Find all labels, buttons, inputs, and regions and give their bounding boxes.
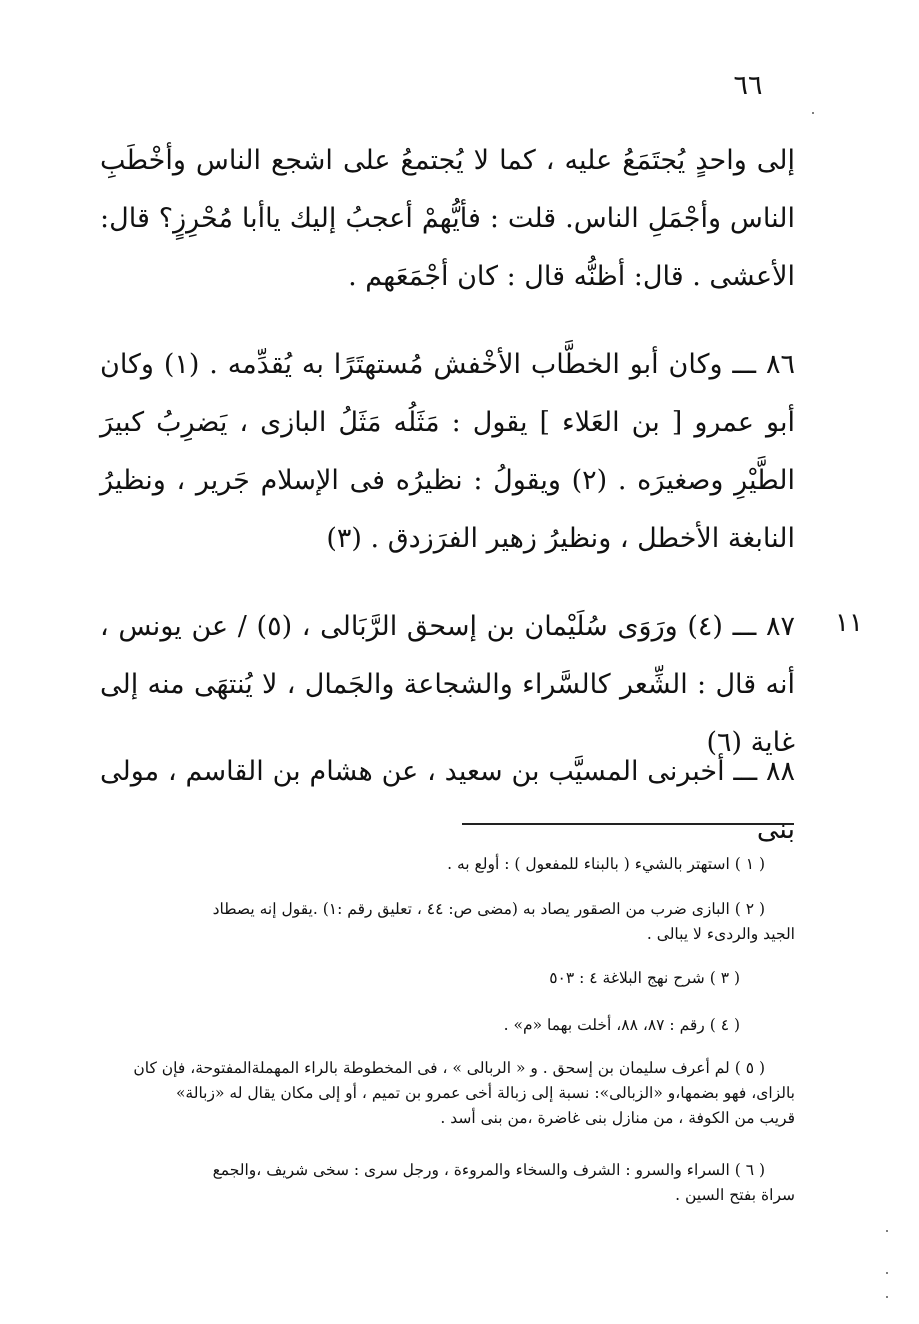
footnote-line: ( ٢ ) البازى ضرب من الصقور يصاد به (مضى ص: ٤٤ ، تعليق رقم :١) .يقول إنه يصطاد bbox=[212, 900, 765, 918]
footnote-line: قريب من الكوفة ، من منازل بنى غاضرة ،من بنى أسد . bbox=[440, 1109, 795, 1127]
footnote-line: الجيد والردىء لا يبالى . bbox=[646, 925, 795, 943]
footnote-6 bbox=[100, 1158, 795, 1208]
footnote-line: بالزاى، فهو بضمها،و «الزبالى»: نسبة إلى زبالة أخى عمرو بن تميم ، أو إلى مكان يقال له «زبالة» bbox=[175, 1084, 795, 1102]
paragraph-88: ٨٨ ـــ أخبرنى المسيَّب بن سعيد ، عن هشام بن القاسم ، مولى بنى bbox=[100, 756, 795, 845]
footnote-line: سراة بفتح السين . bbox=[675, 1186, 795, 1204]
footnote-2 bbox=[100, 897, 795, 947]
paragraph-86: ٨٦ ـــ وكان أبو الخطَّاب الأخْفش مُستهتَرًا به يُقدِّمه . (١) وكان أبو عمرو [ بن العَلاء ] يقول : مَثَلُه مَثَلُ البازى ، يَضرِبُ كبيرَ الطَّيْرِ وصغيرَه . (٢) ويقولُ : نظيرُه فى الإسلام جَرير ، ونظيرُ النابغة الأخطل ، ونظيرُ زهير الفرَزدق . (٣) bbox=[100, 349, 795, 554]
footnote-5 bbox=[100, 1056, 795, 1131]
footnote-line: ( ٦ ) السراء والسرو : الشرف والسخاء والمروءة ، ورجل سرى : سخى شريف ،والجمع bbox=[212, 1161, 765, 1179]
scan-speck bbox=[886, 1272, 888, 1274]
footnote-line: ( ١ ) استهتر بالشيء ( بالبناء للمفعول ) : أولع به . bbox=[447, 855, 765, 873]
paragraph-87: ٨٧ ـــ (٤) ورَوَى سُلَيْمان بن إسحق الرَّبَالى ، (٥) / عن يونس ، أنه قال : الشِّعر كالسَّراء والشجاعة والجَمال ، لا يُنتهَى منه إلى غاية (٦) bbox=[100, 611, 795, 758]
footnote-separator bbox=[462, 823, 794, 825]
footnote-line: ( ٣ ) شرح نهج البلاغة ٤ : ٥٠٣ bbox=[549, 969, 740, 987]
scan-speck bbox=[812, 112, 814, 114]
paragraph-continuation: إلى واحدٍ يُجتَمَعُ عليه ، كما لا يُجتمعُ على اشجع الناس وأخْطَبِ الناس وأجْمَلِ الناس. قلت : فأيُّهمْ أعجبُ إليك ياأبا مُحْرِزٍ؟ قال: الأعشى . قال: أظنُّه قال : كان أجْمَعَهم . bbox=[100, 145, 795, 292]
manuscript-folio-number: ١١ bbox=[835, 608, 863, 638]
footnote-line: ( ٥ ) لم أعرف سليمان بن إسحق . و « الربالى » ، فى المخطوطة بالراء المهملةالمفتوحة، فإن كان bbox=[133, 1059, 765, 1077]
page-number: ٦٦ bbox=[733, 70, 763, 101]
footnote-line: ( ٤ ) رقم : ٨٧، ٨٨، أخلت بهما «م» . bbox=[503, 1016, 740, 1034]
footnote-4 bbox=[100, 1013, 795, 1038]
footnote-1 bbox=[100, 852, 795, 877]
scan-speck bbox=[886, 1296, 888, 1298]
scan-speck bbox=[886, 1230, 888, 1232]
footnote-3 bbox=[100, 966, 795, 991]
